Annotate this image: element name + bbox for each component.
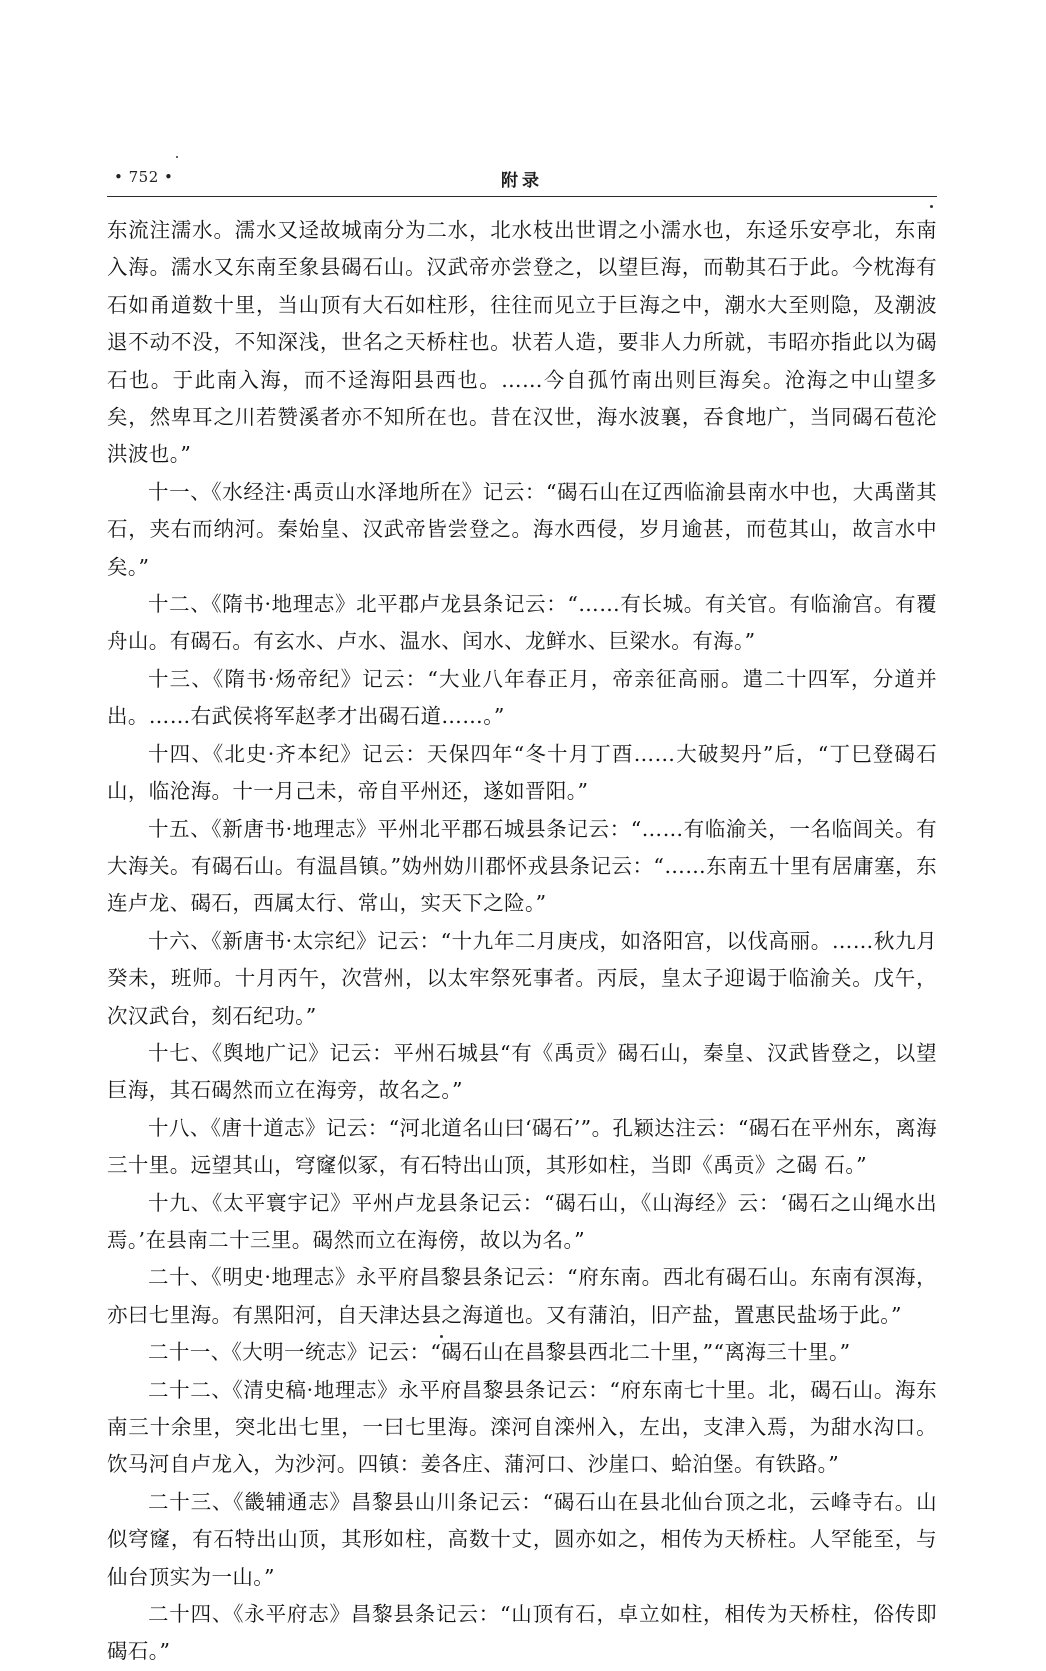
scan-speck [930, 205, 933, 208]
paragraph-15: 十五、《新唐书·地理志》平州北平郡石城县条记云：“……有临渝关，一名临闾关。有大海关。有碣石山。有温昌镇。”妫州妫川郡怀戎县条记云：“……东南五十里有居庸塞，东连卢龙、碣石，西属太行、常山，实天下之险。” [107, 816, 937, 916]
page-header [107, 166, 937, 192]
paragraph-24: 二十四、《永平府志》昌黎县条记云：“山顶有石，卓立如柱，相传为天桥柱，俗传即碣石。” [107, 1602, 937, 1664]
paragraph-12: 十二、《隋书·地理志》北平郡卢龙县条记云：“……有长城。有关官。有临渝宫。有覆舟山。有碣石。有玄水、卢水、温水、闰水、龙鲜水、巨梁水。有海。” [107, 592, 937, 654]
paragraph-11: 十一、《水经注·禹贡山水泽地所在》记云：“碣石山在辽西临渝县南水中也，大禹凿其石，夹右而纳河。秦始皇、汉武帝皆尝登之。海水西侵，岁月逾甚，而苞其山，故言水中矣。” [107, 479, 937, 579]
paragraph-14: 十四、《北史·齐本纪》记云：天保四年“冬十月丁酉……大破契丹”后，“丁巳登碣石山，临沧海。十一月己未，帝自平州还，遂如晋阳。” [107, 741, 937, 804]
paragraph-21: 二十一、《大明一统志》记云：“碣石山在昌黎县西北二十里，”“离海三十里。” [148, 1340, 851, 1365]
page-number: • 752 • [114, 168, 174, 186]
running-title: 附录 [501, 171, 543, 191]
paragraph-17: 十七、《舆地广记》记云：平州石城县“有《禹贡》碣石山，秦皇、汉武皆登之，以望巨海，其石碣然而立在海旁，故名之。” [107, 1040, 937, 1103]
scan-speck [176, 156, 178, 158]
paragraph-23: 二十三、《畿辅通志》昌黎县山川条记云：“碣石山在县北仙台顶之北，云峰寺右。山似穹窿，有石特出山顶，其形如柱，高数十丈，圆亦如之，相传为天桥柱。人罕能至，与仙台顶实为一山。” [107, 1489, 937, 1589]
paragraph-16: 十六、《新唐书·太宗纪》记云：“十九年二月庚戌，如洛阳宫，以伐高丽。……秋九月癸未，班师。十月丙午，次营州，以太牢祭死事者。丙辰，皇太子迎谒于临渝关。戊午，次汉武台，刻石纪功。” [107, 928, 937, 1028]
paragraph-19: 十九、《太平寰宇记》平州卢龙县条记云：“碣石山，《山海经》云：‘碣石之山绳水出焉。’在县南二十三里。碣然而立在海傍，故以为名。” [107, 1190, 937, 1252]
header-rule [107, 196, 937, 197]
paragraph-20: 二十、《明史·地理志》永平府昌黎县条记云：“府东南。西北有碣石山。东南有溟海，亦曰七里海。有黑阳河，自天津达县之海道也。又有蒲泊，旧产盐，置惠民盐场于此。” [107, 1265, 937, 1327]
paragraph-13: 十三、《隋书·炀帝纪》记云：“大业八年春正月，帝亲征高丽。遣二十四军，分道并出。……右武侯将军赵孝才出碣石道……。” [107, 666, 937, 729]
paragraph-22: 二十二、《清史稿·地理志》永平府昌黎县条记云：“府东南七十里。北，碣石山。海东南三十余里，突北出七里，一曰七里海。滦河自滦州入，左出，支津入焉，为甜水沟口。饮马河自卢龙入，为沙河。四镇：姜各庄、蒲河口、沙崖口、蛤泊堡。有铁路。” [107, 1377, 937, 1477]
paragraph-18: 十八、《唐十道志》记云：“河北道名山曰‘碣石’”。孔颖达注云：“碣石在平州东，离海三十里。远望其山，穹窿似冢，有石特出山顶，其形如柱，当即《禹贡》之碣 石。” [107, 1115, 937, 1178]
scan-speck [440, 1335, 443, 1338]
paragraph-continued: 东流注濡水。濡水又迳故城南分为二水，北水枝出世谓之小濡水也，东迳乐安亭北，东南入海。濡水又东南至象县碣石山。汉武帝亦尝登之，以望巨海，而勒其石于此。今枕海有石如甬道数十里，当山顶有大石如柱形，往往而见立于巨海之中，潮水大至则隐，及潮波退不动不没，不知深浅，世名之天桥柱也。状若人造，要非人力所就，韦昭亦指此以为碣石也。于此南入海，而不迳海阳县西也。……今自孤竹南出则巨海矣。沧海之中山望多矣，然卑耳之川若赞溪者亦不知所在也。昔在汉世，海水波襄，吞食地广，当同碣石苞沦洪波也。” [107, 218, 937, 467]
body-text [107, 212, 937, 1671]
